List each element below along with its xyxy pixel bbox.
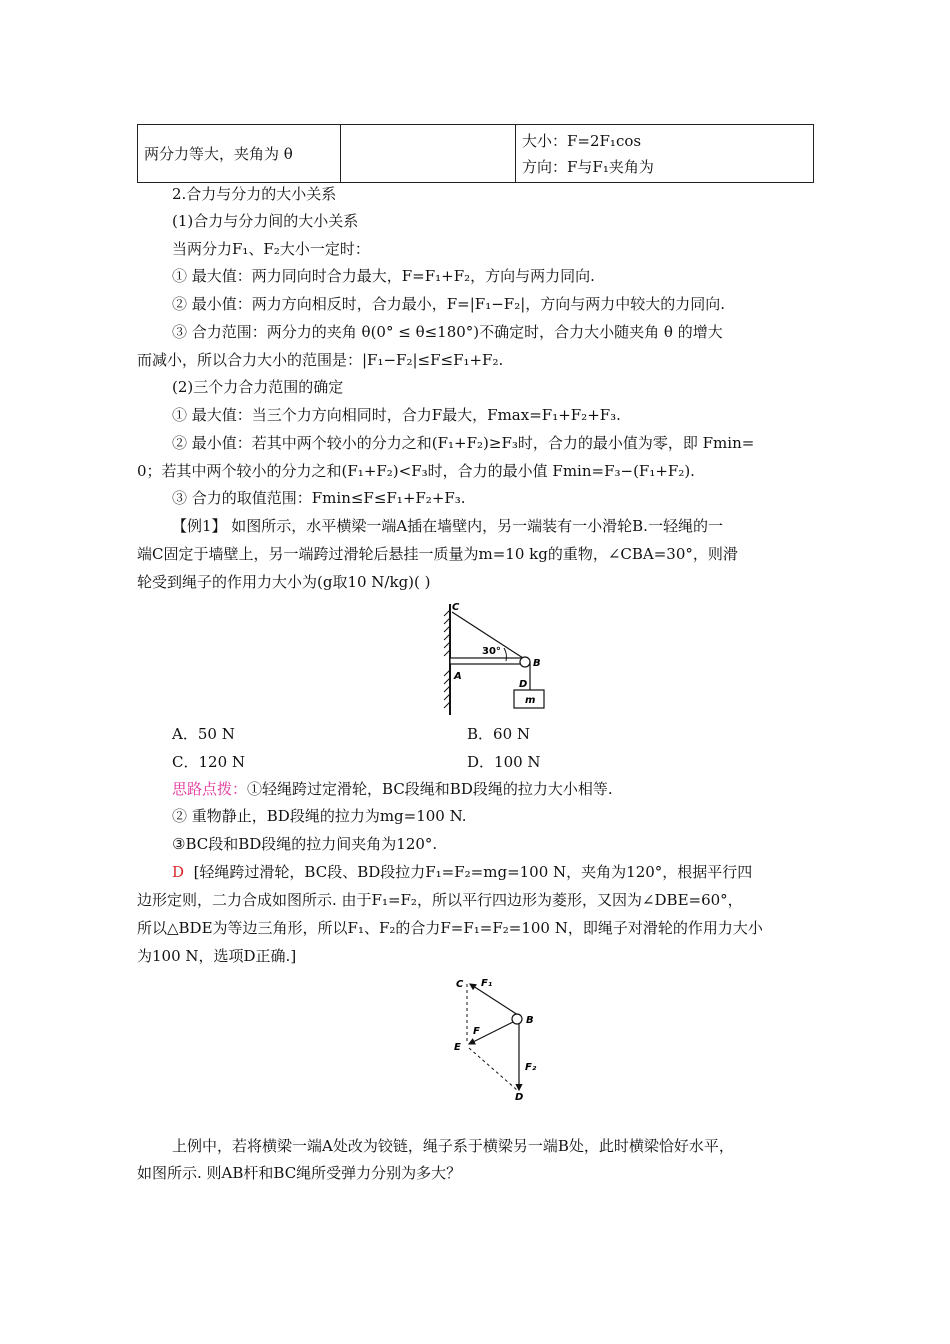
label-F1: F₁	[481, 978, 493, 989]
direction-text: 方向：F与F₁夹角为	[522, 157, 654, 176]
paragraph: 而减小，所以合力大小的范围是：|F₁−F₂|≤F≤F₁+F₂.	[137, 351, 504, 369]
subsection-heading: (2)三个力合力范围的确定	[172, 378, 344, 396]
solution-line: 边形定则，二力合成如图所示. 由于F₁=F₂，所以平行四边形为菱形，又因为∠DBE=60°，	[137, 891, 743, 909]
pulley-figure	[430, 600, 550, 718]
solution-line: 为100 N，选项D正确.]	[137, 947, 297, 965]
hint-line	[172, 779, 613, 799]
label-m: m	[525, 695, 536, 706]
followup-text: 如图所示. 则AB杆和BC绳所受弹力分别为多大？	[137, 1164, 462, 1182]
label-D: D	[519, 679, 528, 690]
hint-text: ①轻绳跨过定滑轮，BC段绳和BD段绳的拉力大小相等.	[247, 780, 613, 798]
paragraph: ③ 合力范围：两分力的夹角 θ(0° ≤ θ≤180°)不确定时，合力大小随夹角 θ 的增大	[172, 323, 723, 341]
solution-line	[172, 862, 752, 882]
hint-line: ② 重物静止，BD段绳的拉力为mg=100 N.	[172, 807, 467, 825]
answer-letter: D	[172, 863, 185, 881]
option-c: C．120 N	[172, 753, 246, 771]
option-b: B．60 N	[467, 725, 531, 743]
paragraph: 0；若其中两个较小的分力之和(F₁+F₂)<F₃时，合力的最小值 Fmin=F₃−(F₁+F₂).	[137, 462, 695, 480]
label-angle: 30°	[482, 646, 501, 657]
label-F2: F₂	[525, 1062, 537, 1073]
section-heading: 2.合力与分力的大小关系	[172, 185, 337, 203]
magnitude-text: 大小：F=2F₁cos	[522, 131, 642, 150]
label-C: C	[456, 979, 464, 990]
paragraph: ② 最小值：若其中两个较小的分力之和(F₁+F₂)≥F₃时，合力的最小值为零，即 Fmin=	[172, 434, 755, 452]
solution-line: 所以△BDE为等边三角形，所以F₁、F₂的合力F=F₁=F₂=100 N，即绳子对滑轮的作用力大小	[137, 919, 763, 937]
subsection-heading: (1)合力与分力间的大小关系	[172, 212, 359, 230]
example-text: 【例1】 如图所示，水平横梁一端A插在墙壁内，另一端装有一小滑轮B.一轻绳的一	[172, 517, 723, 535]
label-B: B	[526, 1015, 534, 1026]
option-d: D．100 N	[467, 753, 541, 771]
example-text: 轮受到绳子的作用力大小为(g取10 N/kg)( )	[137, 573, 431, 591]
force-table	[137, 124, 814, 183]
paragraph: ① 最大值：当三个力方向相同时，合力F最大，Fmax=F₁+F₂+F₃.	[172, 406, 621, 424]
hint-label: 思路点拨：	[172, 780, 248, 798]
example-text: 端C固定于墙壁上，另一端跨过滑轮后悬挂一质量为m=10 kg的重物，∠CBA=30°，则滑	[137, 545, 738, 563]
option-a: A．50 N	[172, 725, 235, 743]
table-cell-figure	[341, 125, 516, 183]
table-cell-condition: 两分力等大，夹角为 θ	[138, 125, 341, 183]
paragraph: ① 最大值：两力同向时合力最大，F=F₁+F₂，方向与两力同向.	[172, 267, 595, 285]
hint-line: ③BC段和BD段绳的拉力间夹角为120°.	[172, 835, 438, 853]
label-E: E	[454, 1042, 461, 1053]
paragraph: 当两分力F₁、F₂大小一定时：	[172, 240, 370, 258]
label-B: B	[533, 658, 541, 669]
label-A: A	[454, 671, 462, 682]
force-parallelogram-figure	[445, 972, 555, 1102]
solution-text: [轻绳跨过滑轮，BC段、BD段拉力F₁=F₂=mg=100 N，夹角为120°，根据平行四	[193, 863, 753, 881]
table-row	[138, 125, 814, 183]
followup-text: 上例中，若将横梁一端A处改为铰链，绳子系于横梁另一端B处，此时横梁恰好水平，	[172, 1137, 734, 1155]
paragraph: ③ 合力的取值范围：Fmin≤F≤F₁+F₂+F₃.	[172, 489, 466, 507]
label-C: C	[452, 602, 460, 613]
label-F: F	[473, 1026, 480, 1037]
paragraph: ② 最小值：两力方向相反时，合力最小，F=|F₁−F₂|，方向与两力中较大的力同向.	[172, 295, 726, 313]
table-cell-result	[516, 125, 814, 183]
label-D: D	[515, 1092, 524, 1102]
